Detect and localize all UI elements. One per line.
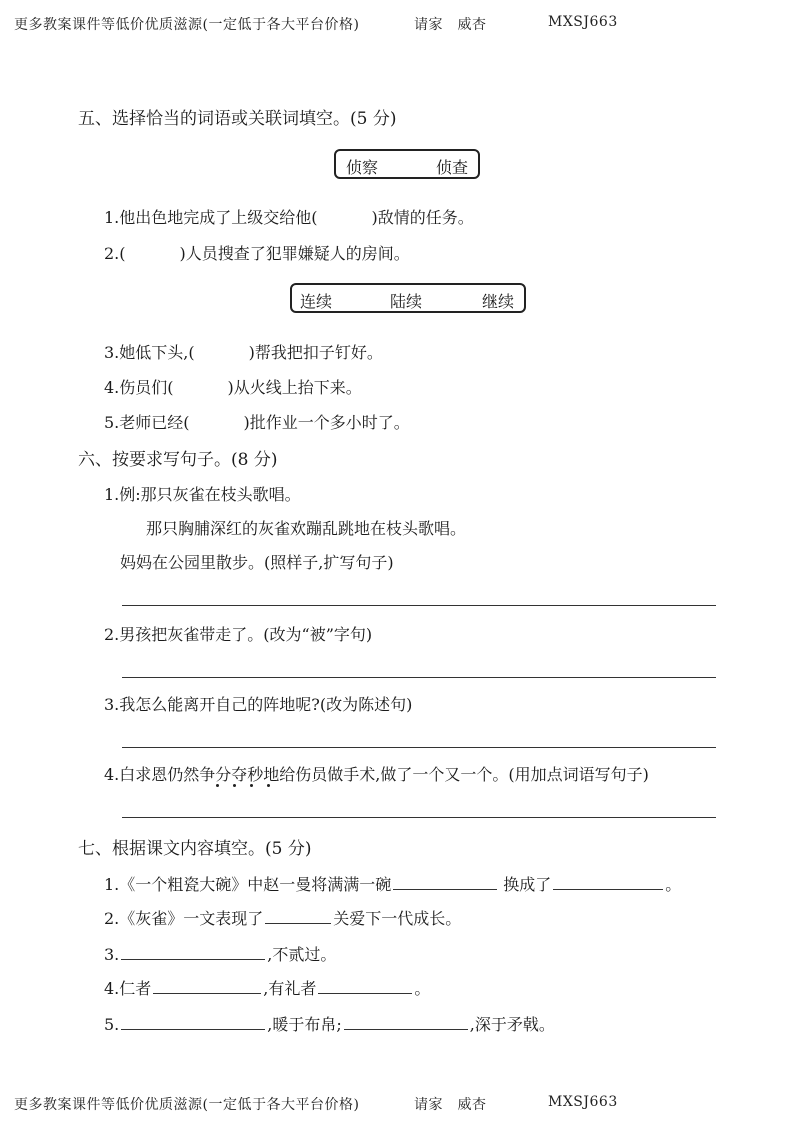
s6-q1-expanded: 那只胸脯深红的灰雀欢蹦乱跳地在枝头歌唱。 (146, 519, 467, 538)
s6-question-3: 3.我怎么能离开自己的阵地呢?(改为陈述句) (104, 695, 413, 714)
answer-line[interactable] (122, 605, 716, 606)
emphasis-dot (250, 784, 253, 787)
word-option: 陆续 (390, 292, 423, 311)
emphasis-dot (216, 784, 219, 787)
s7-question-1: 1.《一个粗瓷大碗》中赵一曼将满满一碗 换成了 。 (104, 875, 682, 894)
s5-question-3: 3.她低下头,( )帮我把扣子钉好。 (104, 343, 383, 362)
section7-title: 七、根据课文内容填空。(5 分) (78, 839, 312, 859)
fill-blank[interactable] (265, 907, 331, 924)
section5-title: 五、选择恰当的词语或关联词填空。(5 分) (78, 109, 397, 129)
s7-question-3: 3. ,不贰过。 (104, 945, 337, 964)
s5-question-1: 1.他出色地完成了上级交给他( )敌情的任务。 (104, 208, 474, 227)
word-box-1 (334, 149, 480, 179)
fill-blank[interactable] (318, 977, 412, 994)
s7-question-2: 2.《灰雀》一文表现了 关爱下一代成长。 (104, 909, 462, 928)
answer-line[interactable] (122, 677, 716, 678)
s6-q1-task: 妈妈在公园里散步。(照样子,扩写句子) (120, 553, 394, 572)
s6-q1-example: 1.例:那只灰雀在枝头歌唱。 (104, 485, 301, 504)
answer-line[interactable] (122, 817, 716, 818)
word-box-2 (290, 283, 526, 313)
fill-blank[interactable] (344, 1013, 468, 1030)
word-option: 侦查 (436, 158, 469, 177)
section6-title: 六、按要求写句子。(8 分) (78, 450, 278, 470)
header-contact: 请家 威杏 (414, 17, 487, 33)
answer-line[interactable] (122, 747, 716, 748)
word-option: 连续 (300, 292, 333, 311)
header-source-text: 更多教案课件等低价优质滋源(一定低于各大平台价格) (14, 17, 360, 33)
s7-question-4: 4.仁者 ,有礼者 。 (104, 979, 431, 998)
fill-blank[interactable] (121, 1013, 265, 1030)
emphasis-dot (233, 784, 236, 787)
fill-blank[interactable] (553, 873, 663, 890)
footer-source-text: 更多教案课件等低价优质滋源(一定低于各大平台价格) (14, 1097, 360, 1113)
word-option: 侦察 (346, 158, 379, 177)
fill-blank[interactable] (121, 943, 265, 960)
s6-question-2: 2.男孩把灰雀带走了。(改为“被”字句) (104, 625, 373, 644)
fill-blank[interactable] (153, 977, 261, 994)
s6-question-4: 4.白求恩仍然争分夺秒地给伤员做手术,做了一个又一个。(用加点词语写句子) (104, 765, 649, 784)
emphasis-dot (267, 784, 270, 787)
footer-contact: 请家 威杏 (414, 1097, 487, 1113)
header-code: MXSJ663 (548, 14, 618, 30)
s5-question-5: 5.老师已经( )批作业一个多小时了。 (104, 413, 410, 432)
s7-question-5: 5. ,暖于布帛; ,深于矛戟。 (104, 1015, 555, 1034)
word-option: 继续 (482, 292, 515, 311)
fill-blank[interactable] (393, 873, 497, 890)
s5-question-2: 2.( )人员搜查了犯罪嫌疑人的房间。 (104, 244, 410, 263)
footer-code: MXSJ663 (548, 1094, 618, 1110)
s5-question-4: 4.伤员们( )从火线上抬下来。 (104, 378, 362, 397)
